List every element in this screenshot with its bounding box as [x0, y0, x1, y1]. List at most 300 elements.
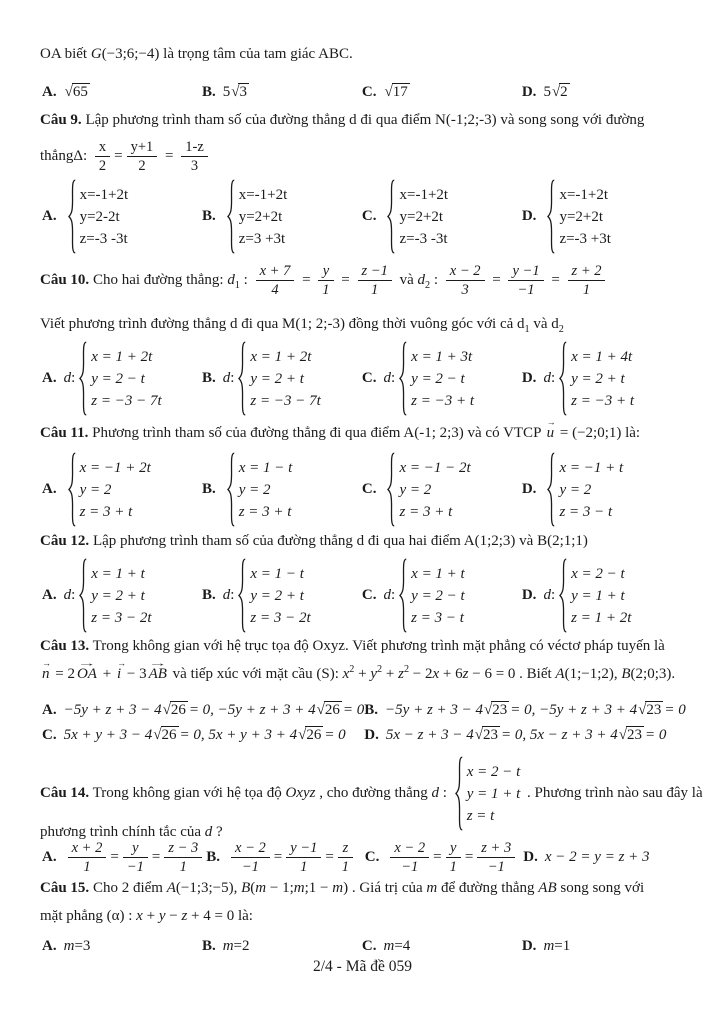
option-B [202, 452, 362, 527]
text-run: d [63, 370, 72, 386]
system-line: y = 1 + t [571, 587, 625, 604]
q11-options [42, 452, 685, 527]
option-label: A. [42, 938, 57, 954]
radical-icon: √ [551, 84, 561, 100]
fraction-numerator: z + 3 [481, 840, 512, 856]
text-run: = 0, −5y + z + 3 + 4 [510, 701, 638, 718]
system-lines [250, 346, 320, 412]
text-run: : [230, 370, 235, 386]
text-run: Viết phương trình đường thẳng d đi qua M(1; 2;-3) đồng thời vuông góc với cả d [40, 316, 525, 332]
text-run: A [166, 880, 176, 896]
system-line: x=-1+2t [399, 186, 449, 203]
text-run: d [227, 272, 235, 289]
fraction [390, 840, 429, 875]
system-line: x = 1 + 2t [91, 348, 153, 365]
option-C [362, 341, 522, 416]
brace-icon [454, 756, 463, 831]
brace-icon [78, 558, 87, 633]
option-label: A. [42, 849, 57, 866]
text-run: 5x + y + 3 − 4 [63, 726, 153, 743]
equation-system [454, 756, 521, 831]
q8-options [42, 83, 685, 101]
text-run: = 2 [51, 666, 75, 682]
equation-system [237, 341, 320, 416]
option-label: A. [42, 208, 57, 224]
text-run: Trong không gian với hệ tọa độ [89, 784, 286, 801]
system-line: y=2-2t [79, 208, 120, 225]
q14-line1 [40, 756, 703, 831]
equation-system [67, 179, 129, 254]
vector-accent [148, 657, 168, 684]
fraction-numerator: x − 2 [235, 840, 266, 856]
q13-options [42, 701, 685, 745]
option-C [42, 726, 364, 744]
fraction-denominator: −1 [477, 857, 515, 875]
text-run: = [273, 849, 283, 866]
brace-icon [237, 558, 246, 633]
q11-line [40, 416, 641, 443]
q9-line2 [40, 139, 212, 174]
fraction-denominator: 1 [568, 280, 606, 298]
text-run: 5 [543, 83, 551, 100]
fraction-numerator: z −1 [361, 263, 388, 279]
text-run: m [293, 880, 305, 896]
sqrt-expression [484, 701, 509, 719]
text-run: d [417, 272, 425, 289]
text-run: d [63, 587, 72, 603]
option-D [522, 341, 685, 416]
text-run: : [439, 784, 451, 801]
fraction [256, 263, 295, 298]
option-label: B. [201, 938, 216, 954]
sqrt-expression [384, 83, 409, 101]
equation-system [558, 558, 631, 633]
text-run: B [621, 666, 631, 682]
text-run: và [395, 272, 418, 289]
text-run: d [383, 370, 391, 386]
brace-icon [226, 452, 235, 527]
option-label: B. [201, 587, 216, 603]
vector-arrow-icon [116, 657, 126, 668]
radicand: 2 [560, 84, 568, 100]
script-text: 2 [403, 664, 410, 675]
fraction-denominator: 3 [181, 156, 208, 174]
radical-icon: √ [298, 727, 307, 744]
sqrt-expression [638, 701, 663, 719]
q12-options [42, 558, 685, 633]
system-line: x = 1 + 4t [571, 348, 633, 365]
sqrt-expression [552, 83, 570, 101]
option-A [42, 83, 202, 101]
system-line: x=-1+2t [559, 186, 609, 203]
text-run: A [555, 666, 565, 682]
brace-icon [386, 452, 395, 527]
fraction-denominator: −1 [390, 857, 429, 875]
brace-icon [226, 179, 235, 254]
text-run: AB [538, 880, 557, 896]
fraction-denominator: 1 [286, 857, 321, 875]
system-line: x = −1 + t [559, 459, 624, 476]
option-C [362, 83, 522, 101]
q13-line2 [40, 657, 676, 684]
arrow-glyph: → [42, 657, 51, 668]
text-run: : [239, 272, 252, 289]
radical-icon: √ [316, 702, 325, 718]
system-lines [411, 563, 465, 629]
option-B [202, 558, 362, 633]
brace-icon [67, 179, 76, 254]
fraction-denominator: 1 [338, 857, 353, 875]
text-run: = [161, 148, 178, 165]
text-run: y [370, 666, 378, 682]
system-line: y = 2 − t [411, 587, 465, 604]
option-B [202, 341, 362, 416]
option-A [42, 341, 202, 416]
fraction-denominator: 1 [446, 857, 461, 875]
text-run: . Phương trình nào sau đây là [523, 784, 703, 801]
text-run: OA biết [40, 46, 91, 62]
q10-line1 [40, 263, 609, 298]
radical-icon: √ [618, 727, 627, 744]
sqrt-expression [231, 83, 249, 101]
q15-options [42, 938, 685, 955]
option-A [42, 840, 206, 875]
radical-icon: √ [162, 702, 171, 718]
radicand: 26 [324, 702, 340, 718]
option-label: B. [201, 370, 216, 386]
text-run: : [71, 370, 76, 386]
equation-system [67, 452, 151, 527]
radicand: 65 [72, 84, 88, 100]
text-run: Câu 14. [40, 784, 90, 801]
script-text: 1 [234, 280, 240, 292]
system-line: y = 2 [238, 481, 271, 498]
system-line: z = t [466, 807, 495, 824]
text-run: và tiếp xúc với mặt cầu (S): [168, 666, 343, 682]
fraction-denominator: 2 [127, 156, 158, 174]
text-run: : [390, 587, 396, 603]
text-run: song song với [556, 880, 645, 896]
system-line: z = 3 − t [559, 503, 613, 520]
system-line: z = 3 − 2t [250, 609, 311, 626]
system-line: y = 2 + t [250, 370, 304, 387]
radical-icon: √ [153, 727, 162, 744]
text-run: : [390, 370, 396, 386]
text-run: : [430, 272, 442, 289]
option-D [522, 938, 685, 955]
equation-system [237, 558, 310, 633]
option-label: A. [42, 370, 57, 386]
vector-name: u [546, 425, 555, 441]
text-run: d [543, 587, 551, 603]
text-run: Oxyz [285, 784, 316, 801]
option-label: D. [521, 208, 537, 224]
system-lines [91, 563, 151, 629]
option-label: B. [206, 849, 221, 866]
system-line: x = 2 − t [466, 763, 521, 780]
text-run: : [71, 587, 76, 603]
fraction-denominator: 3 [446, 280, 485, 298]
system-line: y=2+2t [238, 208, 283, 225]
equation-system [78, 341, 161, 416]
brace-icon [546, 452, 555, 527]
equation-system [386, 452, 470, 527]
sqrt-expression [619, 726, 644, 744]
brace-icon [237, 341, 246, 416]
option-label: D. [364, 726, 379, 743]
text-run: x − 2 = y = z + 3 [544, 849, 650, 866]
text-run: = [325, 849, 334, 866]
radical-icon: √ [484, 702, 493, 718]
system-line: z = 3 − 2t [91, 609, 152, 626]
text-run: = 0, −5y + z + 3 + 4 [188, 701, 316, 718]
fraction-numerator: y −1 [512, 263, 540, 279]
system-line: z=-3 -3t [79, 230, 128, 247]
option-label: D. [521, 587, 537, 603]
radicand: 26 [161, 727, 177, 744]
system-line: y = 2 + t [571, 370, 625, 387]
option-label: C. [361, 481, 377, 497]
system-lines [559, 184, 611, 250]
option-C [362, 179, 522, 254]
text-run: ;1 − [304, 880, 333, 896]
system-lines [250, 563, 310, 629]
text-run: m [63, 938, 75, 954]
vector-arrow-icon [149, 659, 167, 668]
radicand: 26 [306, 727, 322, 744]
fraction-numerator: z + 2 [571, 263, 602, 279]
text-run: Cho 2 điểm [89, 880, 167, 896]
text-run: = [298, 272, 315, 289]
option-A [42, 558, 202, 633]
text-run: (−1;3;−5), [175, 880, 242, 896]
option-label: A. [42, 701, 57, 718]
vector-accent [76, 657, 97, 684]
fraction [338, 840, 353, 875]
option-C [362, 452, 522, 527]
fraction [181, 139, 208, 174]
system-line: y = 2 − t [91, 370, 145, 387]
system-line: z = −3 + t [411, 392, 475, 409]
option-D [522, 452, 685, 527]
q15-line2 [40, 906, 253, 926]
fraction [446, 263, 485, 298]
text-run: d [431, 784, 440, 801]
equation-system [546, 179, 611, 254]
fraction-denominator: −1 [231, 857, 270, 875]
fraction-denominator: 2 [95, 156, 110, 174]
system-lines [80, 457, 151, 523]
page-footer: 2/4 - Mã đề 059 [312, 958, 412, 975]
arrow-glyph: → [546, 416, 556, 427]
fraction [568, 263, 606, 298]
equation-system [78, 558, 151, 633]
equation-system [546, 452, 623, 527]
option-C [365, 840, 524, 875]
system-line: x=-1+2t [79, 186, 129, 203]
system-line: x = 1 + 3t [411, 348, 473, 365]
radicand: 23 [626, 727, 642, 744]
fraction-denominator: 1 [68, 857, 107, 875]
script-text: 2 [558, 324, 564, 335]
system-lines [399, 457, 470, 523]
q13-line1 [40, 636, 665, 656]
q9-line1 [40, 110, 644, 130]
system-lines [80, 184, 129, 250]
q10-options [42, 341, 685, 416]
fraction-numerator: y [132, 840, 139, 856]
option-label: A. [42, 587, 57, 603]
text-run: + 4 = 0 là: [187, 908, 253, 924]
option-label: A. [42, 481, 57, 497]
text-run: G [90, 46, 102, 62]
text-run: m [222, 938, 234, 954]
fraction [508, 263, 543, 298]
vector-name: AB [148, 666, 167, 682]
text-run: d [222, 370, 231, 386]
text-run: , cho đường thẳng [315, 784, 432, 801]
sqrt-expression [153, 726, 178, 744]
radical-icon: √ [474, 727, 483, 744]
system-line: x = 2 − t [571, 565, 625, 582]
system-line: z = −3 − 7t [91, 392, 162, 409]
text-run: =2 [233, 938, 250, 954]
system-line: z = 3 − t [411, 609, 464, 626]
option-label: B. [201, 83, 216, 100]
text-run: z [398, 666, 404, 682]
brace-icon [78, 341, 87, 416]
fraction-numerator: y [449, 840, 457, 856]
system-line: x = 1 + 2t [250, 348, 312, 365]
system-line: z = 1 + 2t [571, 609, 632, 626]
radical-icon: √ [638, 702, 647, 718]
text-run: ) . Giá trị của [343, 880, 427, 896]
text-run: = 0, 5x + y + 3 + 4 [179, 726, 298, 743]
system-line: y = 2 [399, 481, 432, 498]
option-label: C. [361, 208, 377, 224]
fraction-numerator: y+1 [130, 139, 154, 155]
text-run: Lập phương trình tham số của đường thẳng d đi qua hai điểm A(1;2;3) và B(2;1;1) [89, 533, 588, 549]
text-run: y [158, 908, 166, 924]
radicand: 26 [170, 702, 186, 718]
text-run: (1;−1;2), [564, 666, 622, 682]
text-run: = 0 [664, 701, 686, 718]
system-line: z=-3 +3t [559, 230, 611, 247]
option-D [522, 558, 685, 633]
text-run: =3 [74, 938, 91, 954]
system-line: x = 1 + t [411, 565, 465, 582]
system-line: y=2+2t [559, 208, 604, 225]
fraction-denominator: −1 [123, 857, 148, 875]
text-run: : [550, 587, 556, 603]
system-line: x = 1 − t [250, 565, 304, 582]
text-run: + [98, 666, 115, 682]
q14-options [42, 840, 685, 875]
option-A [42, 938, 202, 955]
text-run: Lập phương trình tham số của đường thẳng d đi qua điểm N(-1;2;-3) và song song với đường [81, 112, 645, 128]
text-run: = [337, 272, 354, 289]
fraction [95, 139, 110, 174]
fraction-denominator: 1 [164, 857, 202, 875]
text-run: (2;0;3). [630, 666, 676, 682]
text-run: − [165, 908, 182, 924]
option-C [362, 558, 522, 633]
brace-icon [546, 179, 555, 254]
text-run: = [464, 849, 474, 866]
radicand: 23 [646, 702, 662, 718]
text-run: = (−2;0;1) là: [556, 425, 641, 441]
text-run: z [462, 666, 469, 682]
option-A [42, 452, 202, 527]
text-run: Trong không gian với hệ trục tọa độ Oxyz. Viết phương trình mặt phẳng có véctơ pháp tuyến là [89, 638, 665, 654]
vector-accent [116, 657, 126, 684]
text-run: = [114, 148, 123, 165]
brace-icon [398, 341, 407, 416]
brace-icon [398, 558, 407, 633]
system-line: x = 1 − t [238, 459, 293, 476]
text-run: = [547, 272, 564, 289]
option-D [522, 83, 685, 101]
option-label: D. [521, 370, 537, 386]
system-line: y=2+2t [399, 208, 444, 225]
text-run: (−3;6;−4) là trọng tâm của tam giác ABC. [101, 46, 353, 62]
text-run: d [383, 587, 391, 603]
option-C [362, 938, 522, 955]
option-B [364, 701, 685, 719]
vector-name: n [42, 666, 50, 682]
option-label: D. [521, 938, 537, 954]
system-line: z = −3 + t [571, 392, 634, 409]
text-run: Cho hai đường thẳng: [89, 272, 228, 289]
vector-name: OA [76, 666, 97, 682]
option-label: D. [521, 83, 537, 100]
text-run: phương trình chính tắc của [40, 824, 205, 840]
equation-system [398, 341, 474, 416]
script-text: 2 [425, 280, 431, 292]
text-run: 5x − z + 3 − 4 [385, 726, 474, 743]
text-run: −5y + z + 3 − 4 [63, 701, 162, 718]
text-run: m [383, 938, 395, 954]
text-run: x [136, 908, 143, 924]
radicand: 23 [482, 727, 498, 744]
equation-system [398, 558, 465, 633]
system-line: y = 2 [79, 481, 112, 498]
system-line: z = −3 − 7t [250, 392, 321, 409]
system-line: z=-3 -3t [399, 230, 448, 247]
option-label: B. [201, 481, 216, 497]
equation-system [226, 452, 293, 527]
text-run: m [255, 880, 267, 896]
system-line: x = 1 + t [91, 565, 145, 582]
fraction [358, 263, 392, 298]
text-run: + [382, 666, 399, 682]
system-lines [571, 346, 634, 412]
sqrt-expression [298, 726, 323, 744]
text-run: ( [250, 880, 256, 896]
system-lines [411, 346, 474, 412]
option-label: D. [523, 849, 538, 866]
system-line: z = 3 + t [238, 503, 292, 520]
fraction-denominator: −1 [508, 280, 543, 298]
option-label: B. [201, 208, 216, 224]
sqrt-expression [475, 726, 500, 744]
text-run: =4 [394, 938, 411, 954]
text-run: − 1; [266, 880, 294, 896]
text-run: + [142, 908, 159, 924]
option-label: C. [361, 587, 377, 603]
text-run: x [432, 666, 440, 682]
sqrt-expression [317, 701, 342, 719]
